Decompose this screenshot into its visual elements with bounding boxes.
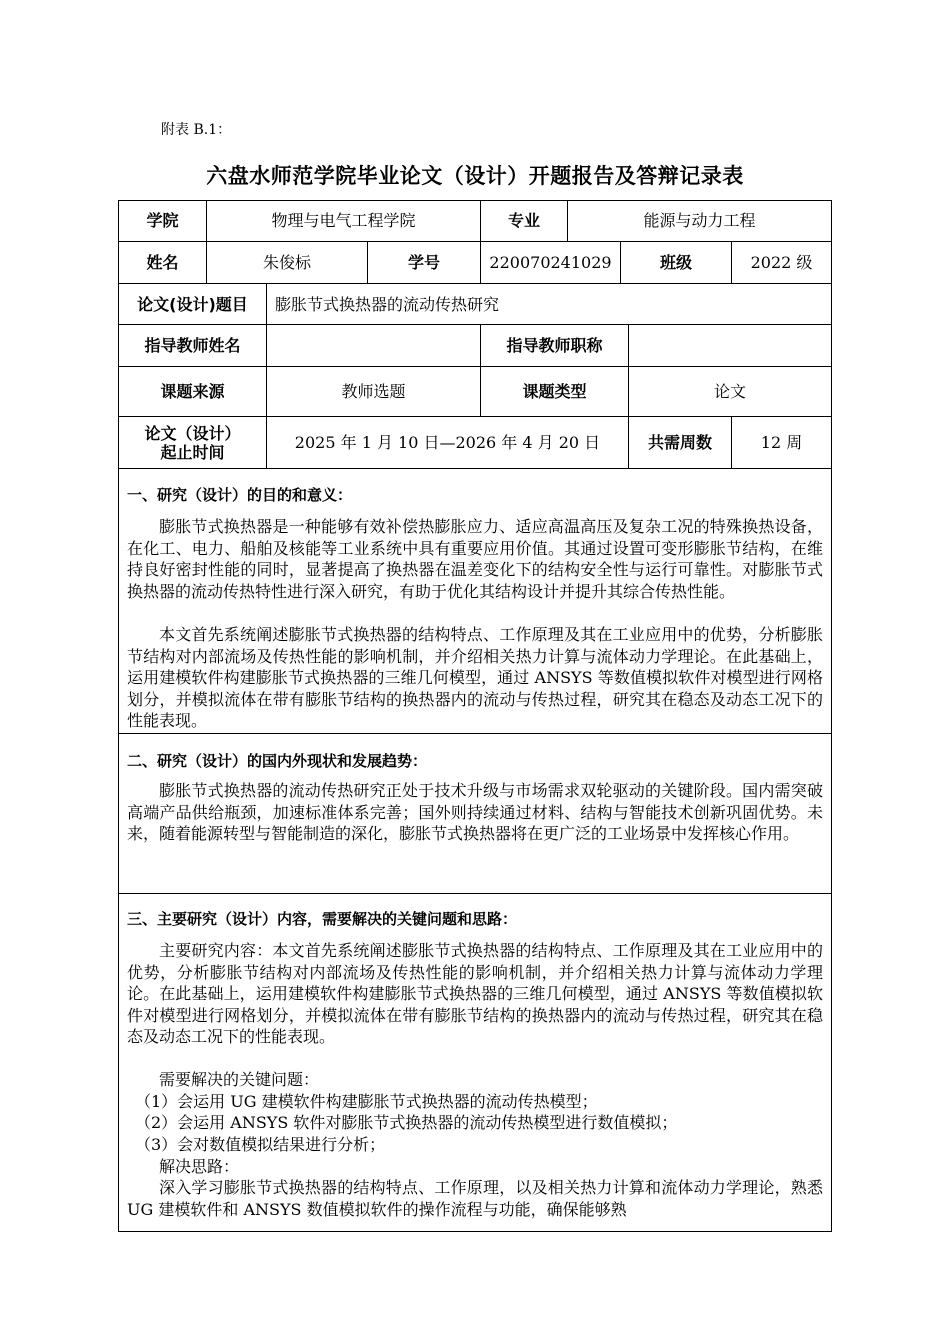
period-label-line1: 论文（设计） xyxy=(144,423,241,443)
weeks-value: 12 周 xyxy=(760,433,803,452)
type-label: 课题类型 xyxy=(522,382,587,401)
advisor-name-value xyxy=(267,325,480,366)
section2-paragraph-1: 膨胀节式换热器的流动传热研究正处于技术升级与市场需求双轮驱动的关键阶段。国内需突破高端产品供给瓶颈，加速标准体系完善；国外则持续通过材料、结构与智能技术创新巩固优势。未来，随着能源转型与智能制造的深化，膨胀节式换热器将在更广泛的工业场景中发挥核心作用。 xyxy=(127,781,823,844)
key-issue-item-1: （1）会运用 UG 建模软件构建膨胀节式换热器的流动传热模型； xyxy=(135,1092,598,1111)
college-label: 学院 xyxy=(146,211,179,230)
name-label: 姓名 xyxy=(146,253,179,272)
college-value: 物理与电气工程学院 xyxy=(271,211,416,230)
document-title: 六盘水师范学院毕业论文（设计）开题报告及答辩记录表 xyxy=(206,164,744,188)
class-label: 班级 xyxy=(659,253,692,272)
source-label: 课题来源 xyxy=(160,382,225,401)
student-id-value: 220070241029 xyxy=(489,253,612,272)
source-value: 教师选题 xyxy=(341,382,406,401)
section3-heading: 三、主要研究（设计）内容，需要解决的关键问题和思路： xyxy=(127,910,518,928)
class-value: 2022 级 xyxy=(750,253,813,272)
student-id-label: 学号 xyxy=(407,253,440,272)
key-issues-heading: 需要解决的关键问题： xyxy=(159,1070,320,1089)
report-form xyxy=(118,200,832,1232)
period-value: 2025 年 1 月 10 日—2026 年 4 月 20 日 xyxy=(294,433,601,452)
major-value: 能源与动力工程 xyxy=(643,211,756,230)
weeks-label: 共需周数 xyxy=(647,433,712,452)
name-value: 朱俊标 xyxy=(262,253,311,272)
major-label: 专业 xyxy=(507,211,540,230)
topic-label: 论文(设计)题目 xyxy=(137,294,248,314)
advisor-title-label: 指导教师职称 xyxy=(506,336,603,355)
advisor-title-value xyxy=(629,325,831,366)
period-label-line2: 起止时间 xyxy=(160,442,225,462)
annex-label: 附表 B.1： xyxy=(161,122,232,138)
key-issue-item-3: （3）会对数值模拟结果进行分析； xyxy=(135,1135,386,1154)
topic-value: 膨胀节式换热器的流动传热研究 xyxy=(275,294,500,314)
period-label xyxy=(119,417,266,468)
section1-heading: 一、研究（设计）的目的和意义： xyxy=(127,486,353,504)
section3-paragraph-1: 主要研究内容：本文首先系统阐述膨胀节式换热器的结构特点、工作原理及其在工业应用中的优势，分析膨胀节结构对内部流场及传热性能的影响机制，并介绍相关热力计算与流体动力学理论。在此基础上，运用建模软件构建膨胀节式换热器的三维几何模型，通过 ANSYS 等数值模拟软件对模型进行网格划分，并模拟流体在带有膨胀节结构的换热器内的流动与传热过程，研究其在稳态及动态工况下的性能表现。 xyxy=(127,941,823,1047)
section1-paragraph-2: 本文首先系统阐述膨胀节式换热器的结构特点、工作原理及其在工业应用中的优势，分析膨胀节结构对内部流场及传热性能的影响机制，并介绍相关热力计算与流体动力学理论。在此基础上，运用建模软件构建膨胀节式换热器的三维几何模型，通过 ANSYS 等数值模拟软件对模型进行网格划分，并模拟流体在带有膨胀节结构的换热器内的流动与传热过程，研究其在稳态及动态工况下的性能表现。 xyxy=(127,625,823,731)
key-issue-item-2: （2）会运用 ANSYS 软件对膨胀节式换热器的流动传热模型进行数值模拟； xyxy=(135,1113,678,1132)
advisor-name-label: 指导教师姓名 xyxy=(144,336,241,355)
section3-paragraph-2: 深入学习膨胀节式换热器的结构特点、工作原理，以及相关热力计算和流体动力学理论，熟悉 UG 建模软件和 ANSYS 数值模拟软件的操作流程与功能，确保能够熟 xyxy=(127,1178,823,1219)
section1-paragraph-1: 膨胀节式换热器是一种能够有效补偿热膨胀应力、适应高温高压及复杂工况的特殊换热设备，在化工、电力、船舶及核能等工业系统中具有重要应用价值。其通过设置可变形膨胀节结构，在维持良好密封性能的同时，显著提高了换热器在温差变化下的结构安全性与运行可靠性。对膨胀节式换热器的流动传热特性进行深入研究，有助于优化其结构设计并提升其综合传热性能。 xyxy=(127,517,823,601)
approach-heading: 解决思路： xyxy=(159,1157,240,1176)
section2-heading: 二、研究（设计）的国内外现状和发展趋势： xyxy=(127,752,428,770)
type-value: 论文 xyxy=(713,382,746,401)
